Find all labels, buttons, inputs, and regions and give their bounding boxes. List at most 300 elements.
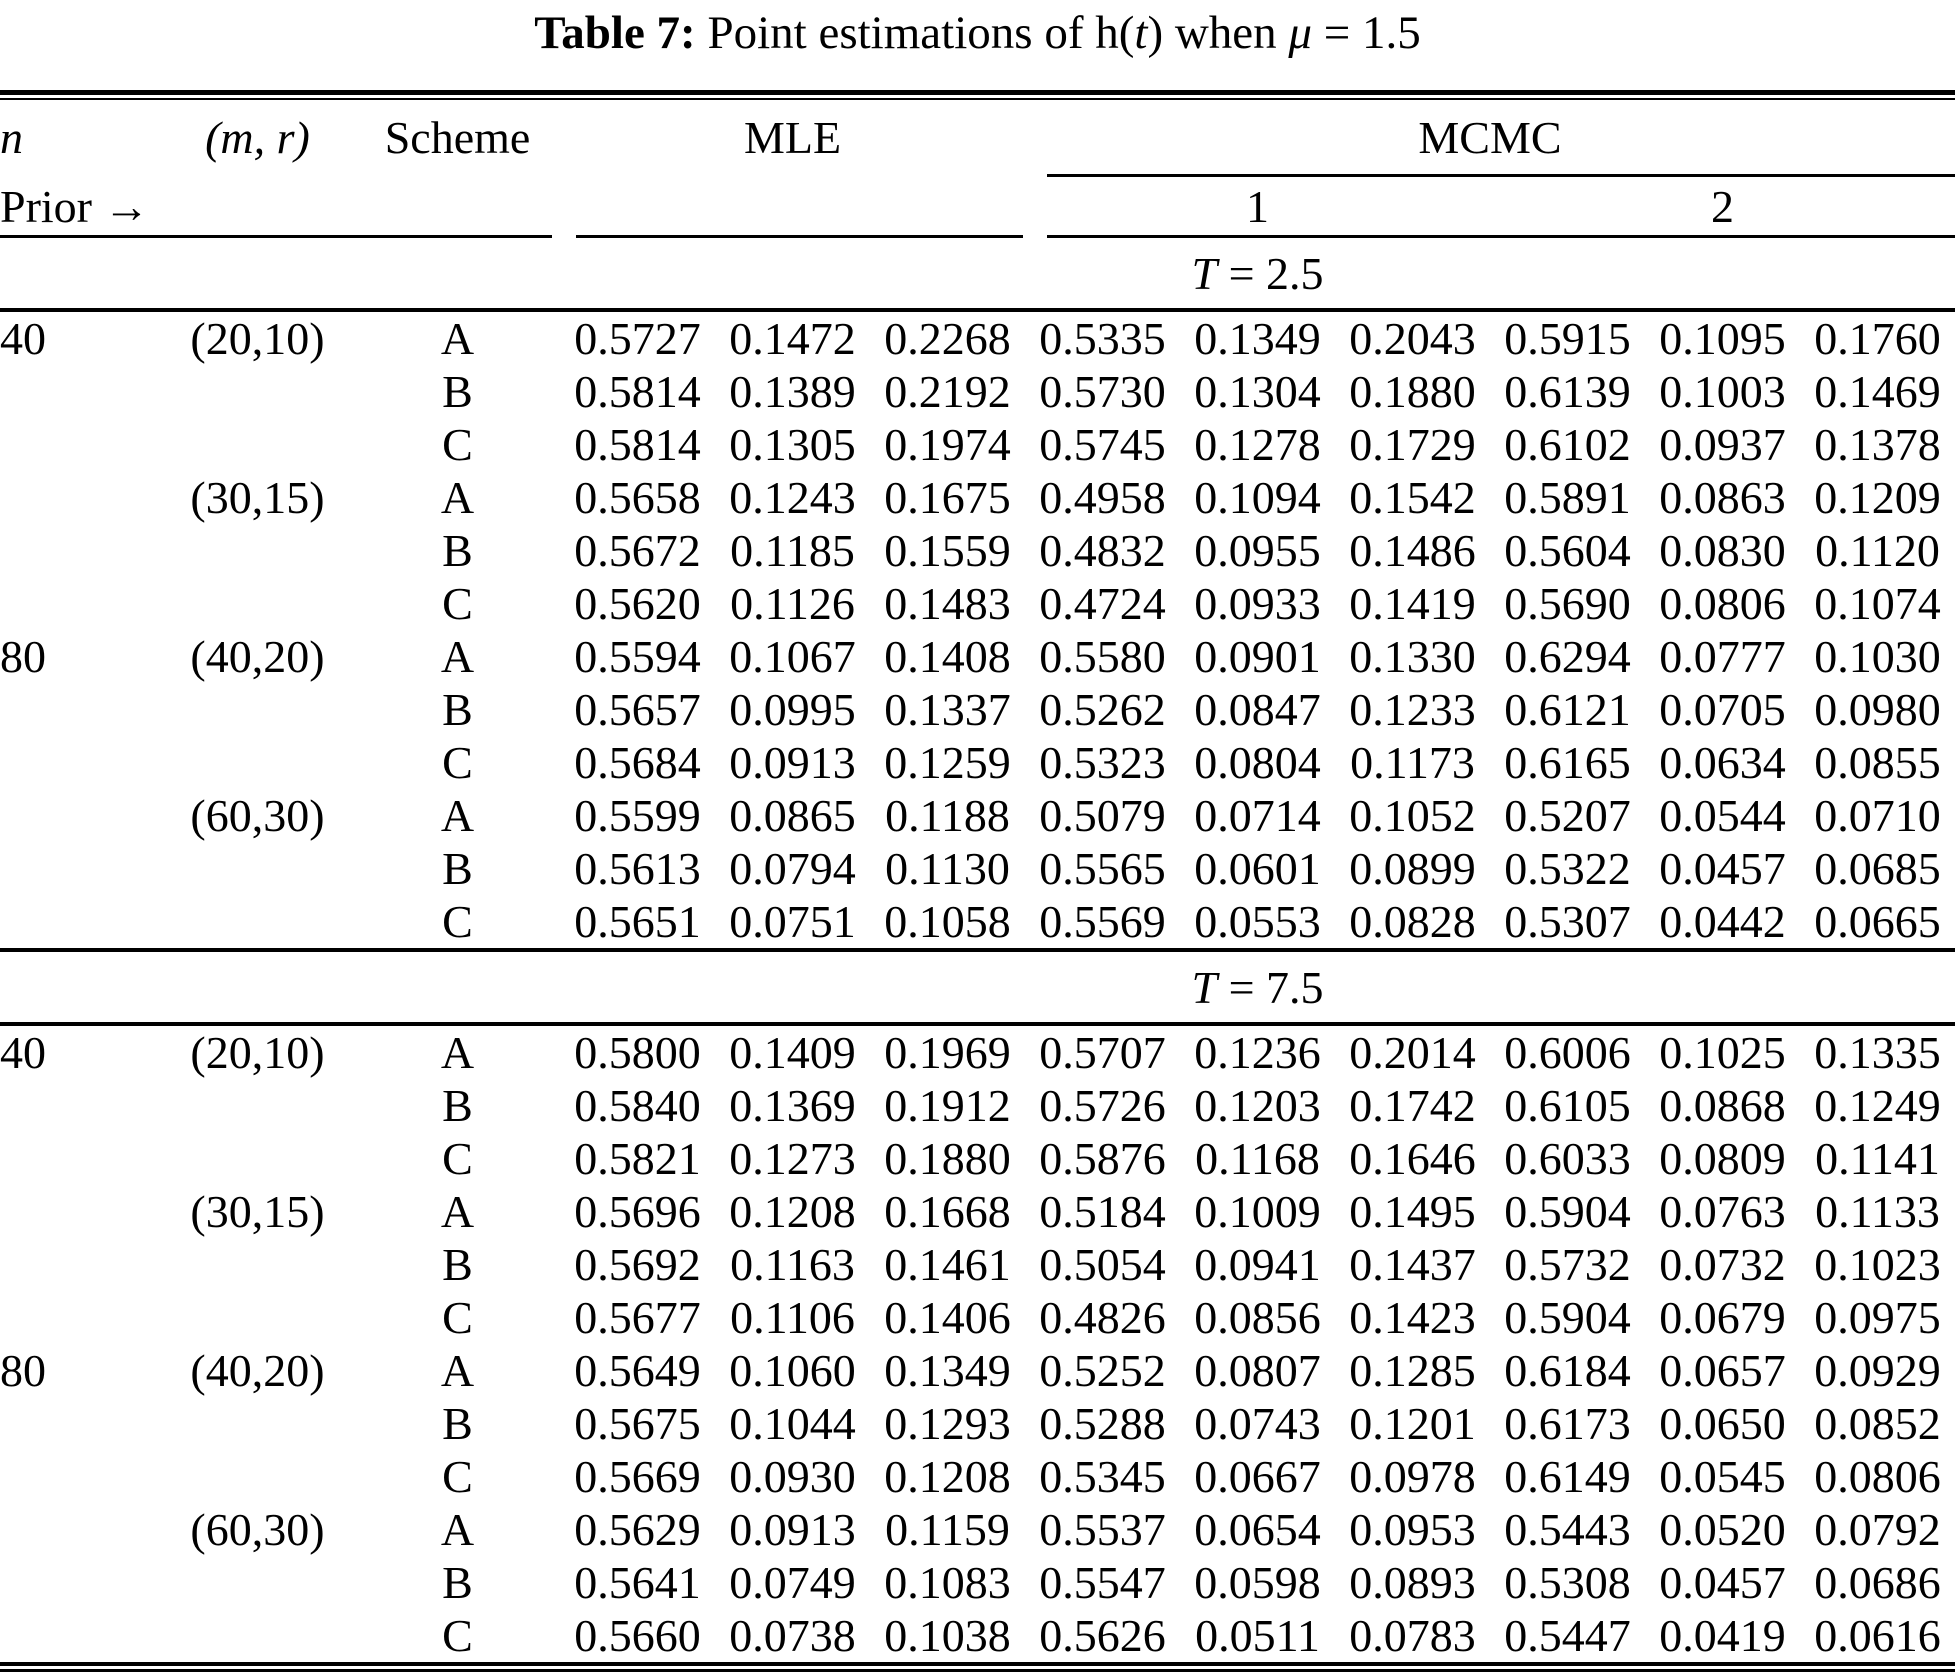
value-cell: 0.5079 [1039, 790, 1166, 841]
scheme-cell: A [440, 1345, 475, 1396]
mr-cell [160, 577, 355, 630]
value-cell: 0.0777 [1659, 631, 1786, 682]
value-cell: 0.1486 [1349, 525, 1476, 576]
value-cell: 0.2014 [1349, 1027, 1476, 1078]
scheme-cell: B [442, 1239, 473, 1290]
scheme-cell: B [442, 843, 473, 894]
scheme-cell: C [442, 1610, 473, 1661]
value-cell: 0.1094 [1194, 472, 1321, 523]
value-cell: 0.0792 [1814, 1504, 1941, 1555]
value-cell: 0.1203 [1194, 1080, 1321, 1131]
title-text-post: = 1.5 [1312, 7, 1421, 59]
value-cell: 0.5730 [1039, 366, 1166, 417]
n-cell [0, 895, 160, 948]
value-cell: 0.1469 [1814, 366, 1941, 417]
n-cell: 80 [0, 631, 46, 682]
value-cell: 0.6033 [1504, 1133, 1631, 1184]
value-cell: 0.0679 [1659, 1292, 1786, 1343]
n-cell [0, 1450, 160, 1503]
value-cell: 0.5904 [1504, 1292, 1631, 1343]
value-cell: 0.5184 [1039, 1186, 1166, 1237]
n-cell: 80 [0, 1345, 46, 1396]
scheme-cell: A [440, 472, 475, 523]
n-cell [0, 1132, 160, 1185]
value-cell: 0.1003 [1659, 366, 1786, 417]
value-cell: 0.5613 [574, 843, 701, 894]
n-cell: 40 [0, 1027, 46, 1078]
value-cell: 0.1646 [1349, 1133, 1476, 1184]
value-cell: 0.0763 [1659, 1186, 1786, 1237]
value-cell: 0.1278 [1194, 419, 1321, 470]
n-cell [0, 842, 160, 895]
value-cell: 0.4724 [1039, 578, 1166, 629]
value-cell: 0.5626 [1039, 1610, 1166, 1661]
mr-cell [160, 683, 355, 736]
scheme-cell: B [442, 1398, 473, 1449]
value-cell: 0.6184 [1504, 1345, 1631, 1396]
scheme-cell: B [442, 366, 473, 417]
value-cell: 0.1349 [1194, 313, 1321, 364]
value-cell: 0.0545 [1659, 1451, 1786, 1502]
value-cell: 0.4832 [1039, 525, 1166, 576]
value-cell: 0.4958 [1039, 472, 1166, 523]
table-row [0, 471, 1955, 524]
table-row [0, 683, 1955, 736]
table-row [0, 1185, 1955, 1238]
value-cell: 0.1067 [729, 631, 856, 682]
table-row [0, 1026, 1955, 1079]
value-cell: 0.1126 [730, 578, 855, 629]
value-cell: 0.5684 [574, 737, 701, 788]
value-cell: 0.0807 [1194, 1345, 1321, 1396]
scheme-cell: B [442, 1557, 473, 1608]
column-header-mr: (m, r) [205, 111, 310, 163]
mr-cell: (40,20) [190, 631, 325, 682]
scheme-cell: B [442, 1080, 473, 1131]
value-cell: 0.0865 [729, 790, 856, 841]
page-title [0, 6, 1955, 90]
mr-cell: (60,30) [190, 1504, 325, 1555]
mr-cell [160, 1238, 355, 1291]
mr-cell [160, 418, 355, 471]
value-cell: 0.1369 [729, 1080, 856, 1131]
value-cell: 0.0980 [1814, 684, 1941, 735]
value-cell: 0.5727 [574, 313, 701, 364]
table-row [0, 736, 1955, 789]
value-cell: 0.5323 [1039, 737, 1166, 788]
value-cell: 0.1423 [1349, 1292, 1476, 1343]
value-cell: 0.1060 [729, 1345, 856, 1396]
value-cell: 0.0598 [1194, 1557, 1321, 1608]
value-cell: 0.5651 [574, 896, 701, 947]
value-cell: 0.1483 [884, 578, 1011, 629]
scheme-cell: C [442, 1292, 473, 1343]
value-cell: 0.1437 [1349, 1239, 1476, 1290]
value-cell: 0.1409 [729, 1027, 856, 1078]
prior-1-label: 1 [1246, 180, 1269, 232]
value-cell: 0.1330 [1349, 631, 1476, 682]
value-cell: 0.5537 [1039, 1504, 1166, 1555]
value-cell: 0.0941 [1194, 1239, 1321, 1290]
estimation-table [0, 90, 1955, 1672]
value-cell: 0.1495 [1349, 1186, 1476, 1237]
column-group-mcmc: MCMC [1418, 111, 1562, 163]
value-cell: 0.1038 [884, 1610, 1011, 1661]
value-cell: 0.1052 [1349, 790, 1476, 841]
n-cell [0, 577, 160, 630]
value-cell: 0.5660 [574, 1610, 701, 1661]
table-header [0, 90, 1955, 238]
section-t-2-5 [0, 238, 1955, 948]
value-cell: 0.1083 [884, 1557, 1011, 1608]
mr-cell: (60,30) [190, 790, 325, 841]
value-cell: 0.1349 [884, 1345, 1011, 1396]
value-cell: 0.0899 [1349, 843, 1476, 894]
value-cell: 0.5594 [574, 631, 701, 682]
scheme-cell: C [442, 1133, 473, 1184]
section-t-7-5 [0, 948, 1955, 1662]
value-cell: 0.1208 [884, 1451, 1011, 1502]
title-text-pre: Point estimations of h( [695, 7, 1135, 59]
value-cell: 0.5207 [1504, 790, 1631, 841]
value-cell: 0.1133 [1815, 1186, 1940, 1237]
value-cell: 0.5547 [1039, 1557, 1166, 1608]
value-cell: 0.0442 [1659, 896, 1786, 947]
value-cell: 0.1023 [1814, 1239, 1941, 1290]
value-cell: 0.5658 [574, 472, 701, 523]
value-cell: 0.0953 [1349, 1504, 1476, 1555]
value-cell: 0.1406 [884, 1292, 1011, 1343]
value-cell: 0.5840 [574, 1080, 701, 1131]
value-cell: 0.1009 [1194, 1186, 1321, 1237]
value-cell: 0.6102 [1504, 419, 1631, 470]
scheme-cell: A [440, 1504, 475, 1555]
value-cell: 0.0830 [1659, 525, 1786, 576]
value-cell: 0.0520 [1659, 1504, 1786, 1555]
value-cell: 0.0457 [1659, 843, 1786, 894]
mr-cell [160, 365, 355, 418]
value-cell: 0.5307 [1504, 896, 1631, 947]
value-cell: 0.0828 [1349, 896, 1476, 947]
value-cell: 0.1337 [884, 684, 1011, 735]
value-cell: 0.0743 [1194, 1398, 1321, 1449]
value-cell: 0.1542 [1349, 472, 1476, 523]
mr-cell [160, 1397, 355, 1450]
value-cell: 0.0667 [1194, 1451, 1321, 1502]
scheme-cell: C [442, 1451, 473, 1502]
n-cell [0, 1503, 160, 1556]
value-cell: 0.1249 [1814, 1080, 1941, 1131]
value-cell: 0.0809 [1659, 1133, 1786, 1184]
value-cell: 0.1130 [885, 843, 1010, 894]
n-cell [0, 1079, 160, 1132]
value-cell: 0.0710 [1814, 790, 1941, 841]
n-cell [0, 1291, 160, 1344]
value-cell: 0.5345 [1039, 1451, 1166, 1502]
value-cell: 0.1304 [1194, 366, 1321, 417]
mr-cell [160, 736, 355, 789]
value-cell: 0.5308 [1504, 1557, 1631, 1608]
n-cell [0, 365, 160, 418]
value-cell: 0.5707 [1039, 1027, 1166, 1078]
value-cell: 0.1168 [1195, 1133, 1320, 1184]
value-cell: 0.2268 [884, 313, 1011, 364]
value-cell: 0.1120 [1815, 525, 1940, 576]
table-row [0, 524, 1955, 577]
value-cell: 0.0933 [1194, 578, 1321, 629]
scheme-cell: C [442, 578, 473, 629]
value-cell: 0.6294 [1504, 631, 1631, 682]
value-cell: 0.5322 [1504, 843, 1631, 894]
value-cell: 0.0856 [1194, 1292, 1321, 1343]
value-cell: 0.1208 [729, 1186, 856, 1237]
value-cell: 0.0913 [729, 737, 856, 788]
value-cell: 0.5054 [1039, 1239, 1166, 1290]
value-cell: 0.5288 [1039, 1398, 1166, 1449]
value-cell: 0.5726 [1039, 1080, 1166, 1131]
n-cell [0, 1238, 160, 1291]
scheme-cell: A [440, 1027, 475, 1078]
column-header-scheme: Scheme [384, 111, 531, 163]
scheme-cell: A [440, 790, 475, 841]
value-cell: 0.0732 [1659, 1239, 1786, 1290]
value-cell: 0.1095 [1659, 313, 1786, 364]
value-cell: 0.1159 [885, 1504, 1010, 1555]
value-cell: 0.1880 [1349, 366, 1476, 417]
mr-cell: (30,15) [190, 472, 325, 523]
value-cell: 0.0975 [1814, 1292, 1941, 1343]
value-cell: 0.1969 [884, 1027, 1011, 1078]
value-cell: 0.1760 [1814, 313, 1941, 364]
value-cell: 0.1912 [884, 1080, 1011, 1131]
table-row [0, 577, 1955, 630]
value-cell: 0.5262 [1039, 684, 1166, 735]
value-cell: 0.0901 [1194, 631, 1321, 682]
table-row [0, 365, 1955, 418]
value-cell: 0.1419 [1349, 578, 1476, 629]
table-row [0, 1503, 1955, 1556]
value-cell: 0.0783 [1349, 1610, 1476, 1661]
section-label-row [0, 238, 1955, 308]
value-cell: 0.5675 [574, 1398, 701, 1449]
prior-label: Prior → [0, 180, 150, 232]
table-row [0, 1609, 1955, 1662]
value-cell: 0.5915 [1504, 313, 1631, 364]
scheme-cell: A [440, 313, 475, 364]
value-cell: 0.1472 [729, 313, 856, 364]
bottom-double-rule [0, 1662, 1955, 1672]
n-cell [0, 524, 160, 577]
value-cell: 0.1188 [885, 790, 1010, 841]
value-cell: 0.0601 [1194, 843, 1321, 894]
value-cell: 0.0511 [1195, 1610, 1320, 1661]
value-cell: 0.6165 [1504, 737, 1631, 788]
value-cell: 0.5657 [574, 684, 701, 735]
value-cell: 0.0855 [1814, 737, 1941, 788]
value-cell: 0.2192 [884, 366, 1011, 417]
n-cell [0, 471, 160, 524]
value-cell: 0.1185 [730, 525, 855, 576]
value-cell: 0.1293 [884, 1398, 1011, 1449]
n-cell [0, 1397, 160, 1450]
value-cell: 0.5800 [574, 1027, 701, 1078]
n-cell [0, 789, 160, 842]
table-row [0, 1291, 1955, 1344]
value-cell: 0.1880 [884, 1133, 1011, 1184]
value-cell: 0.0929 [1814, 1345, 1941, 1396]
value-cell: 0.1030 [1814, 631, 1941, 682]
value-cell: 0.0937 [1659, 419, 1786, 470]
value-cell: 0.0419 [1659, 1610, 1786, 1661]
value-cell: 0.1675 [884, 472, 1011, 523]
mr-cell: (30,15) [190, 1186, 325, 1237]
value-cell: 0.1335 [1814, 1027, 1941, 1078]
n-cell [0, 1556, 160, 1609]
value-cell: 0.0794 [729, 843, 856, 894]
value-cell: 0.0686 [1814, 1557, 1941, 1608]
value-cell: 0.6149 [1504, 1451, 1631, 1502]
value-cell: 0.5335 [1039, 313, 1166, 364]
value-cell: 0.1025 [1659, 1027, 1786, 1078]
value-cell: 0.6139 [1504, 366, 1631, 417]
value-cell: 0.0616 [1814, 1610, 1941, 1661]
section-label-row [0, 952, 1955, 1022]
value-cell: 0.0685 [1814, 843, 1941, 894]
n-cell [0, 418, 160, 471]
section-t-value: = 7.5 [1217, 961, 1324, 1013]
title-mu-symbol: μ [1288, 7, 1312, 59]
value-cell: 0.5677 [574, 1292, 701, 1343]
mr-cell: (20,10) [190, 313, 325, 364]
value-cell: 0.5569 [1039, 896, 1166, 947]
value-cell: 0.0930 [729, 1451, 856, 1502]
value-cell: 0.0863 [1659, 472, 1786, 523]
value-cell: 0.5745 [1039, 419, 1166, 470]
value-cell: 0.0806 [1814, 1451, 1941, 1502]
value-cell: 0.0751 [729, 896, 856, 947]
mr-cell [160, 524, 355, 577]
n-cell [0, 683, 160, 736]
value-cell: 0.5814 [574, 366, 701, 417]
value-cell: 0.1305 [729, 419, 856, 470]
mr-cell: (40,20) [190, 1345, 325, 1396]
column-group-mle: MLE [743, 111, 842, 163]
table-row [0, 1556, 1955, 1609]
mr-cell [160, 1609, 355, 1662]
value-cell: 0.0913 [729, 1504, 856, 1555]
n-cell [0, 1609, 160, 1662]
table-row [0, 1344, 1955, 1397]
value-cell: 0.0657 [1659, 1345, 1786, 1396]
table-row [0, 789, 1955, 842]
mr-cell [160, 1079, 355, 1132]
title-t-variable: t [1134, 7, 1148, 59]
value-cell: 0.5629 [574, 1504, 701, 1555]
table-row [0, 630, 1955, 683]
value-cell: 0.1074 [1814, 578, 1941, 629]
value-cell: 0.5732 [1504, 1239, 1631, 1290]
table-row [0, 1079, 1955, 1132]
value-cell: 0.0995 [729, 684, 856, 735]
mr-cell [160, 1556, 355, 1609]
mr-cell [160, 1450, 355, 1503]
value-cell: 0.0544 [1659, 790, 1786, 841]
table-row [0, 418, 1955, 471]
scheme-cell: C [442, 419, 473, 470]
mr-cell [160, 895, 355, 948]
value-cell: 0.0457 [1659, 1557, 1786, 1608]
value-cell: 0.5252 [1039, 1345, 1166, 1396]
value-cell: 0.5672 [574, 525, 701, 576]
section-t-value: = 2.5 [1217, 247, 1324, 299]
n-cell [0, 1185, 160, 1238]
scheme-cell: B [442, 684, 473, 735]
value-cell: 0.5443 [1504, 1504, 1631, 1555]
value-cell: 0.0634 [1659, 737, 1786, 788]
value-cell: 0.1461 [884, 1239, 1011, 1290]
mr-cell: (20,10) [190, 1027, 325, 1078]
n-cell: 40 [0, 313, 46, 364]
mr-cell [160, 1132, 355, 1185]
value-cell: 0.5891 [1504, 472, 1631, 523]
table-row [0, 1132, 1955, 1185]
value-cell: 0.5690 [1504, 578, 1631, 629]
value-cell: 0.1201 [1349, 1398, 1476, 1449]
table-number: Table 7: [534, 7, 696, 59]
mr-cell [160, 1291, 355, 1344]
value-cell: 0.5669 [574, 1451, 701, 1502]
value-cell: 0.1233 [1349, 684, 1476, 735]
value-cell: 0.5580 [1039, 631, 1166, 682]
value-cell: 0.1236 [1194, 1027, 1321, 1078]
value-cell: 0.0804 [1194, 737, 1321, 788]
value-cell: 0.5876 [1039, 1133, 1166, 1184]
top-double-rule [0, 90, 1955, 100]
prior-2-label: 2 [1711, 180, 1734, 232]
scheme-cell: A [440, 1186, 475, 1237]
value-cell: 0.1668 [884, 1186, 1011, 1237]
table-row [0, 312, 1955, 365]
value-cell: 0.0665 [1814, 896, 1941, 947]
value-cell: 0.5649 [574, 1345, 701, 1396]
value-cell: 0.5821 [574, 1133, 701, 1184]
value-cell: 0.0978 [1349, 1451, 1476, 1502]
mr-cell [160, 842, 355, 895]
value-cell: 0.1974 [884, 419, 1011, 470]
table-row [0, 895, 1955, 948]
value-cell: 0.6173 [1504, 1398, 1631, 1449]
value-cell: 0.1106 [730, 1292, 855, 1343]
value-cell: 0.1163 [730, 1239, 855, 1290]
value-cell: 0.6105 [1504, 1080, 1631, 1131]
value-cell: 0.0654 [1194, 1504, 1321, 1555]
scheme-cell: A [440, 631, 475, 682]
column-header-n: n [0, 111, 23, 163]
value-cell: 0.5604 [1504, 525, 1631, 576]
value-cell: 0.5565 [1039, 843, 1166, 894]
value-cell: 0.0868 [1659, 1080, 1786, 1131]
value-cell: 0.2043 [1349, 313, 1476, 364]
value-cell: 0.1559 [884, 525, 1011, 576]
value-cell: 0.1285 [1349, 1345, 1476, 1396]
table-row [0, 1450, 1955, 1503]
value-cell: 0.1058 [884, 896, 1011, 947]
value-cell: 0.5814 [574, 419, 701, 470]
value-cell: 0.1408 [884, 631, 1011, 682]
value-cell: 0.1378 [1814, 419, 1941, 470]
value-cell: 0.5641 [574, 1557, 701, 1608]
value-cell: 0.5447 [1504, 1610, 1631, 1661]
